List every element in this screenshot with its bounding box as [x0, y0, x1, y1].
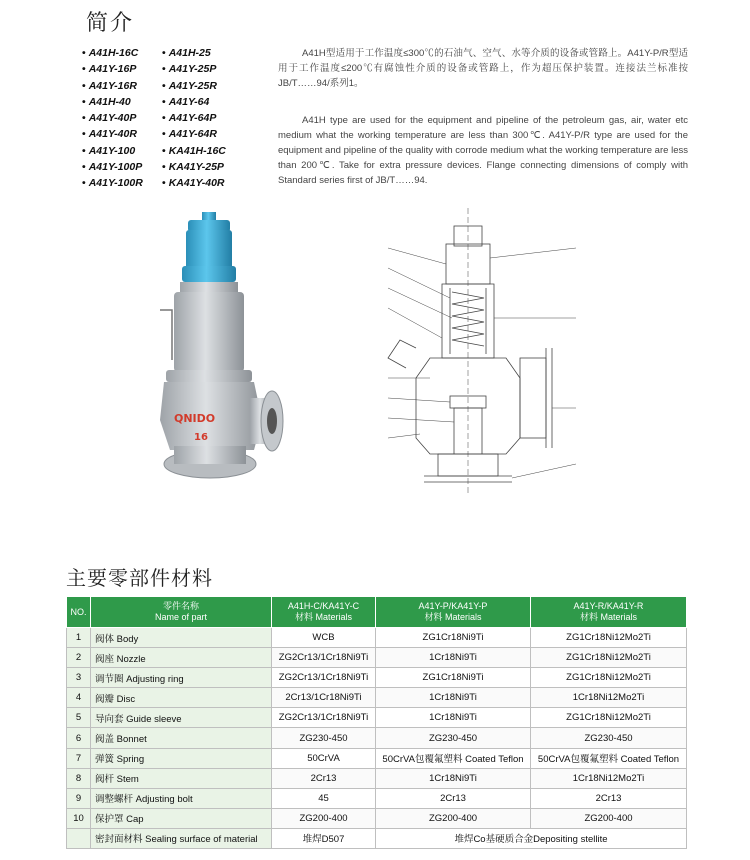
material-col2: 1Cr18Ni9Ti: [376, 688, 531, 708]
part-name: 调节圈 Adjusting ring: [91, 668, 272, 688]
body-text-brand: QNIDO: [174, 412, 216, 425]
part-name: 阀杆 Stem: [91, 768, 272, 788]
table-row: [67, 788, 687, 808]
model-item: • A41Y-40P: [82, 111, 162, 126]
table-row: [67, 808, 687, 828]
header-col2: [376, 597, 531, 628]
material-col3: ZG230-450: [531, 728, 687, 748]
table-row: [67, 688, 687, 708]
material-col1: 堆焊D507: [272, 828, 376, 848]
header-part-cn: 零件名称: [162, 601, 199, 611]
material-col1: 2Cr13: [272, 768, 376, 788]
material-col2-3: 堆焊Co基硬质合金Depositing stellite: [376, 828, 687, 848]
description-en: A41H type are used for the equipment and pipeline of the petroleum gas, air, water etc medium what the working temperature are less than 300℃. A41Y-P/R type are used for the equipment and pipeline of the quality with corrode medium what the working temperature are less than 200℃. Take for extra pressure devices. Flange connecting dimensions of comply with Standard series first of JB/T……94.: [278, 115, 688, 186]
material-col3: ZG1Cr18Ni12Mo2Ti: [531, 668, 687, 688]
body-text-rating: 16: [194, 432, 208, 443]
materials-title: 主要零部件材料: [66, 566, 213, 590]
material-col1: ZG200-400: [272, 808, 376, 828]
model-item: • A41Y-16P: [82, 62, 162, 77]
row-number: 1: [67, 628, 91, 648]
material-col3: ZG1Cr18Ni12Mo2Ti: [531, 708, 687, 728]
material-col1: WCB: [272, 628, 376, 648]
material-col1: 50CrVA: [272, 748, 376, 768]
model-item: • A41H-40: [82, 95, 162, 110]
header-no: NO.: [67, 597, 91, 628]
header-part: [91, 597, 272, 628]
material-col1: 45: [272, 788, 376, 808]
model-item: • KA41Y-25P: [162, 160, 252, 175]
header-col1: [272, 597, 376, 628]
model-item: • A41H-25: [162, 46, 252, 61]
material-col3: 50CrVA包覆氟塑料 Coated Teflon: [531, 748, 687, 768]
row-number: 6: [67, 728, 91, 748]
model-item: • A41H-16C: [82, 46, 162, 61]
model-item: • A41Y-16R: [82, 79, 162, 94]
part-name: 阀盖 Bonnet: [91, 728, 272, 748]
header-col2-label: 材料 Materials: [424, 612, 482, 622]
header-col1-label: 材料 Materials: [294, 612, 352, 622]
part-name: 导向套 Guide sleeve: [91, 708, 272, 728]
row-number: 10: [67, 808, 91, 828]
row-number: [67, 828, 91, 848]
model-item: • A41Y-64P: [162, 111, 252, 126]
material-col3: 1Cr18Ni12Mo2Ti: [531, 688, 687, 708]
row-number: 4: [67, 688, 91, 708]
row-number: 2: [67, 648, 91, 668]
row-number: 5: [67, 708, 91, 728]
material-col1: ZG2Cr13/1Cr18Ni9Ti: [272, 648, 376, 668]
model-item: • A41Y-64R: [162, 127, 252, 142]
row-number: 7: [67, 748, 91, 768]
material-col1: ZG2Cr13/1Cr18Ni9Ti: [272, 708, 376, 728]
model-item: • KA41H-16C: [162, 144, 252, 159]
material-col3: 2Cr13: [531, 788, 687, 808]
material-col2: 1Cr18Ni9Ti: [376, 708, 531, 728]
model-item: • A41Y-25P: [162, 62, 252, 77]
valve-product-image: [150, 210, 290, 500]
material-col2: 1Cr18Ni9Ti: [376, 768, 531, 788]
table-row: [67, 628, 687, 648]
part-name: 密封面材料 Sealing surface of material: [91, 828, 272, 848]
material-col3: ZG1Cr18Ni12Mo2Ti: [531, 628, 687, 648]
model-item: • A41Y-100P: [82, 160, 162, 175]
part-name: 保护罩 Cap: [91, 808, 272, 828]
model-item: • A41Y-25R: [162, 79, 252, 94]
material-col2: ZG1Cr18Ni9Ti: [376, 668, 531, 688]
header-col1-model: A41H-C/KA41Y-C: [287, 601, 360, 611]
row-number: 9: [67, 788, 91, 808]
row-number: 3: [67, 668, 91, 688]
model-list: [82, 46, 272, 192]
model-item: • A41Y-40R: [82, 127, 162, 142]
table-row: [67, 748, 687, 768]
header-col3-model: A41Y-R/KA41Y-R: [573, 601, 644, 611]
header-col3: [531, 597, 687, 628]
valve-cross-section-drawing: [380, 208, 590, 493]
part-name: 阀座 Nozzle: [91, 648, 272, 668]
part-name: 调整螺杆 Adjusting bolt: [91, 788, 272, 808]
description-cn: A41H型适用于工作温度≤300℃的石油气、空气、水等介质的设备或管路上。A41Y-P/R型适用于工作温度≤200℃有腐蚀性介质的设备或管路上，作为超压保护装置。连接法兰标准按JB/T……94/系列1。: [278, 48, 688, 89]
material-col1: 2Cr13/1Cr18Ni9Ti: [272, 688, 376, 708]
part-name: 弹簧 Spring: [91, 748, 272, 768]
material-col1: ZG230-450: [272, 728, 376, 748]
material-col2: ZG1Cr18Ni9Ti: [376, 628, 531, 648]
material-col2: 2Cr13: [376, 788, 531, 808]
table-row: [67, 728, 687, 748]
header-part-en: Name of part: [154, 612, 208, 622]
table-row: [67, 768, 687, 788]
table-row-sealing: [67, 828, 687, 848]
materials-table: [66, 596, 687, 849]
table-row: [67, 668, 687, 688]
material-col3: ZG200-400: [531, 808, 687, 828]
part-name: 阀瓣 Disc: [91, 688, 272, 708]
model-item: • KA41Y-40R: [162, 176, 252, 191]
material-col2: ZG200-400: [376, 808, 531, 828]
header-col3-label: 材料 Materials: [579, 612, 637, 622]
part-name: 阀体 Body: [91, 628, 272, 648]
material-col1: ZG2Cr13/1Cr18Ni9Ti: [272, 668, 376, 688]
model-item: • A41Y-64: [162, 95, 252, 110]
material-col3: ZG1Cr18Ni12Mo2Ti: [531, 648, 687, 668]
material-col2: ZG230-450: [376, 728, 531, 748]
model-item: • A41Y-100: [82, 144, 162, 159]
table-row: [67, 648, 687, 668]
model-item: • A41Y-100R: [82, 176, 162, 191]
header-col2-model: A41Y-P/KA41Y-P: [418, 601, 488, 611]
table-row: [67, 708, 687, 728]
material-col2: 1Cr18Ni9Ti: [376, 648, 531, 668]
material-col3: 1Cr18Ni12Mo2Ti: [531, 768, 687, 788]
row-number: 8: [67, 768, 91, 788]
material-col2: 50CrVA包覆氟塑料 Coated Teflon: [376, 748, 531, 768]
intro-title: 简介: [86, 11, 135, 36]
table-header-row: [67, 597, 687, 628]
